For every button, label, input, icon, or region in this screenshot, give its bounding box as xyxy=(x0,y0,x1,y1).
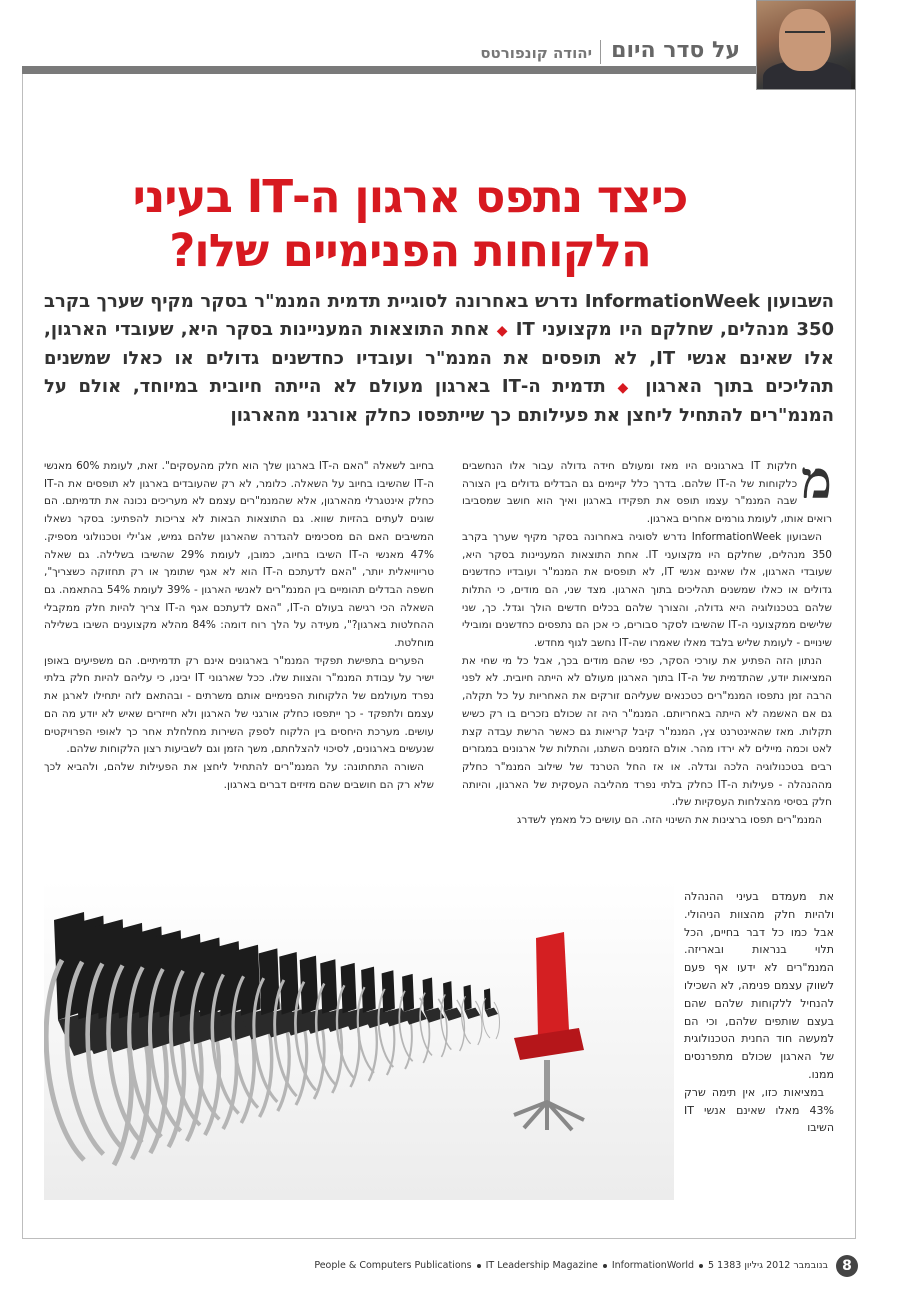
drop-cap: מ xyxy=(801,450,832,511)
lead-paragraph xyxy=(44,288,834,430)
chairs-illustration xyxy=(44,880,674,1200)
author-name: יהודה קונפורטס xyxy=(480,44,592,62)
footer-publisher: People & Computers Publications xyxy=(314,1260,472,1271)
page-number: 8 xyxy=(836,1255,858,1277)
body-column-right xyxy=(462,450,833,830)
body-paragraph xyxy=(462,450,832,529)
author-photo xyxy=(756,0,856,90)
body-paragraph: השורה התחתונה: על המנמ"רים להתחיל ליחצן את הפעילות שלהם, ולהביא לכך שלא רק הם חושבים שהם מזיזים דברים בארגון. xyxy=(44,760,434,791)
frame-line-bottom xyxy=(22,1238,856,1239)
column-title: על סדר היום xyxy=(611,38,740,63)
header-bar xyxy=(22,66,856,74)
body-paragraph: הפערים בתפישת תפקיד המנמ"ר בארגונים אינם רק תדמיתיים. הם משפיעים באופן ישיר על עבודת המנמ"ר והצוות שלו. ככל שארגוני IT יבינו, כי עליהם להיות חלק בלתי נפרד מעולמם של הלקוחות הפנימיים אותם משרתים - ובהתאם לזה יתחילו לארגן את עצמם ולתפקד - כך ייתפסו כחלק אורגני של הארגון ולא חייזרים שאיש לא יודע מה הם עושים. מערכת היחסים בין הלקוח לספק השירות מחלחלת אחר כך לאופי הפרויקטים שנעשים בארגונים, לסיכוי להצלחתם, משך הזמן וגם לשביעות רצון הלקוחות שלהם. xyxy=(44,654,434,756)
lead-part-3: תדמית ה-IT בארגון מעולם לא הייתה חיובית במיוחד, אולם על המנמ"רים להתחיל ליחצן את פעילותם כך שייתפסו כחלק אורגני מהארגון xyxy=(44,376,834,426)
body-column-narrow xyxy=(684,888,834,1137)
body-paragraph: את מעמדם בעיני ההנהלה ולהיות חלק מהצוות הניהולי. אבל כמו כל דבר בחיים, הכל תלוי בנראות ובאריזה. המנמ"רים לא ידעו אף פעם לשווק עצמם פנימה, לא השכילו להנחיל ללקוחות שלהם שהם בעצם שותפים שלהם, וכי הם למעשה חוד החנית הטכנולוגית של הארגון שכולם מתפרנסים ממנו. xyxy=(684,890,834,1081)
body-paragraph: הנתון הזה הפתיע את עורכי הסקר, כפי שהם מודים בכך, אבל כל מי שחי את המציאות יודע, שהתדמית של ה-IT בתוך הארגון מעולם לא הייתה חיובית. לא לפני הרבה זמן נתפסו המנמ"רים כטכנאים שעליהם זורקים את האחריות על כל תקלה, גם אם האשמה לא הייתה באחריותם. המנמ"ר היה זה שכולם נזכרים בו רק כשיש תקלות. מאז שהאינטרנט צץ, המנמ"ר קיבל קריאות גם כאשר הרשת עבדה קצת לאט וכמה מיילים לא ירדו מהר. אולם הזמנים השתנו, והתלות של ארגונים במגזרים רבים בטכנולוגיה הלכה וגדלה. או אז החל הטרנד של שילוב המנמ"ר כחלק מההנהלה - פעילות ה-IT כחלק בלתי נפרד מהליבה העסקית של הארגון, והיותה חלק בסיסי מהצלחות העסקיות שלו. xyxy=(462,654,833,809)
body-paragraph: השבועון InformationWeek נדרש לסוגיה באחרונה בסקר מקיף שערך בקרב 350 מנהלים, שחלקם היו מקצועני IT. אחת התוצאות המעניינות בסקר היא, שעובדי הארגון, אלו שאינם אנשי IT, לא תופסים את המנמ"ר ועובדיו כחדשנים גדולים או כאלו שמשנים תהליכים בתוך הארגון. מצד שני, הם מודים, כי התלות שלהם בטכנולוגיה היא גדולה, והצורך שלהם בכלים חדשים הולך וגדל. כך, שני שלישים ממקצועני ה-IT שהשיבו לסקר סבורים, כי אכן הם נתפסים כחדשנים ומובילי שינויים - לעומת שליש בלבד מאלו שאמרו שה-IT נחשב לגוף מחדש. xyxy=(462,530,832,650)
body-paragraph: בחיוב לשאלה "האם ה-IT בארגון שלך הוא חלק מהעסקים". זאת, לעומת 60% מאנשי ה-IT שהשיבו בחיוב על השאלה. כלומר, לא רק שהעובדים בארגון לא תופסים את ה-IT כחלק אינטגרלי מהארגון, אלא שהמנמ"רים עצמם לא מעריכים נכונה את תדמיתם. הם שוגים לעתים בהזיות שווא. גם התוצאות הבאות לא צריכות להפתיע: בסקר נשאלו המשיבים האם הם מסכימים להגדרה שהארגון שלהם גמיש, אג'ילי וטכנולוגי מספיק. 47% מאנשי ה-IT השיבו בחיוב, כמובן, לעומת 29% שהשיבו בשלילה. גם שאלה טריוויאלית יותר, "האם לדעתכם ה-IT הוא לא אגף שתומך או רק תחזוקה כשצריך", חשפה הבדלים תהומיים בין המנמ"רים לאנשי הארגון - 39% לעומת 54% בהתאמה. גם השאלה הכי רגישה בעולם ה-IT, "האם לדעתכם אגף ה-IT צריך להיות חלק ממקבלי ההחלטות בארגון?", מעידה על הלך רוח דומה: 84% מהלא מקצוענים השיבו בשלילה מוחלטת. xyxy=(44,460,435,650)
footer-date: 5 בנובמבר 2012 xyxy=(708,1260,828,1271)
footer-publication: IT Leadership Magazine xyxy=(485,1260,598,1271)
body-paragraph: המנמ"רים תפסו ברצינות את השינוי הזה. הם עושים כל מאמץ לשדרג xyxy=(517,814,822,827)
body-column-left xyxy=(44,458,434,794)
footer-line xyxy=(314,1260,828,1271)
footer-publication: InformationWorld xyxy=(611,1260,695,1271)
frame-line-left xyxy=(22,74,23,1238)
diamond-icon: ◆ xyxy=(496,323,509,339)
lead-part-1: השבועון InformationWeek נדרש באחרונה לסוגיית תדמית המנמ"ר בסקר מקיף שערך בקרב 350 מנהלים, שחלקם היו מקצועני IT xyxy=(44,291,834,340)
headline: כיצד נתפס ארגון ה-IT בעיני הלקוחות הפנימיים שלו? xyxy=(132,170,688,277)
frame-line-right xyxy=(855,90,856,1238)
footer-issue: גיליון 1383 xyxy=(717,1260,764,1271)
diamond-icon: ◆ xyxy=(617,380,634,396)
paragraph-text: חלקות IT בארגונים היו מאז ומעולם חידה גדולה עבור אלו הנחשבים כלקוחות של ה-IT שלהם. בדרך כלל קיימים גם הבדלים גדולים בין הצורה שבה המנמ"ר עצמו תופס את תפקידו בארגון ואיך הוא חושב שמסביבו רואים אותו, לעומת גורמים אחרים בארגון. xyxy=(462,460,832,526)
header-separator xyxy=(600,40,601,64)
body-paragraph: במציאות כזו, אין תימה שרק 43% מאלו שאינם אנשי IT השיבו xyxy=(684,1085,834,1135)
lead-part-2: אחת התוצאות המעניינות בסקר היא, שעובדי הארגון, אלו שאינם אנשי IT, לא תופסים את המנמ"ר ועובדיו כחדשנים גדולים או כאלו שמשנים תהליכים בתוך הארגון xyxy=(44,319,834,397)
